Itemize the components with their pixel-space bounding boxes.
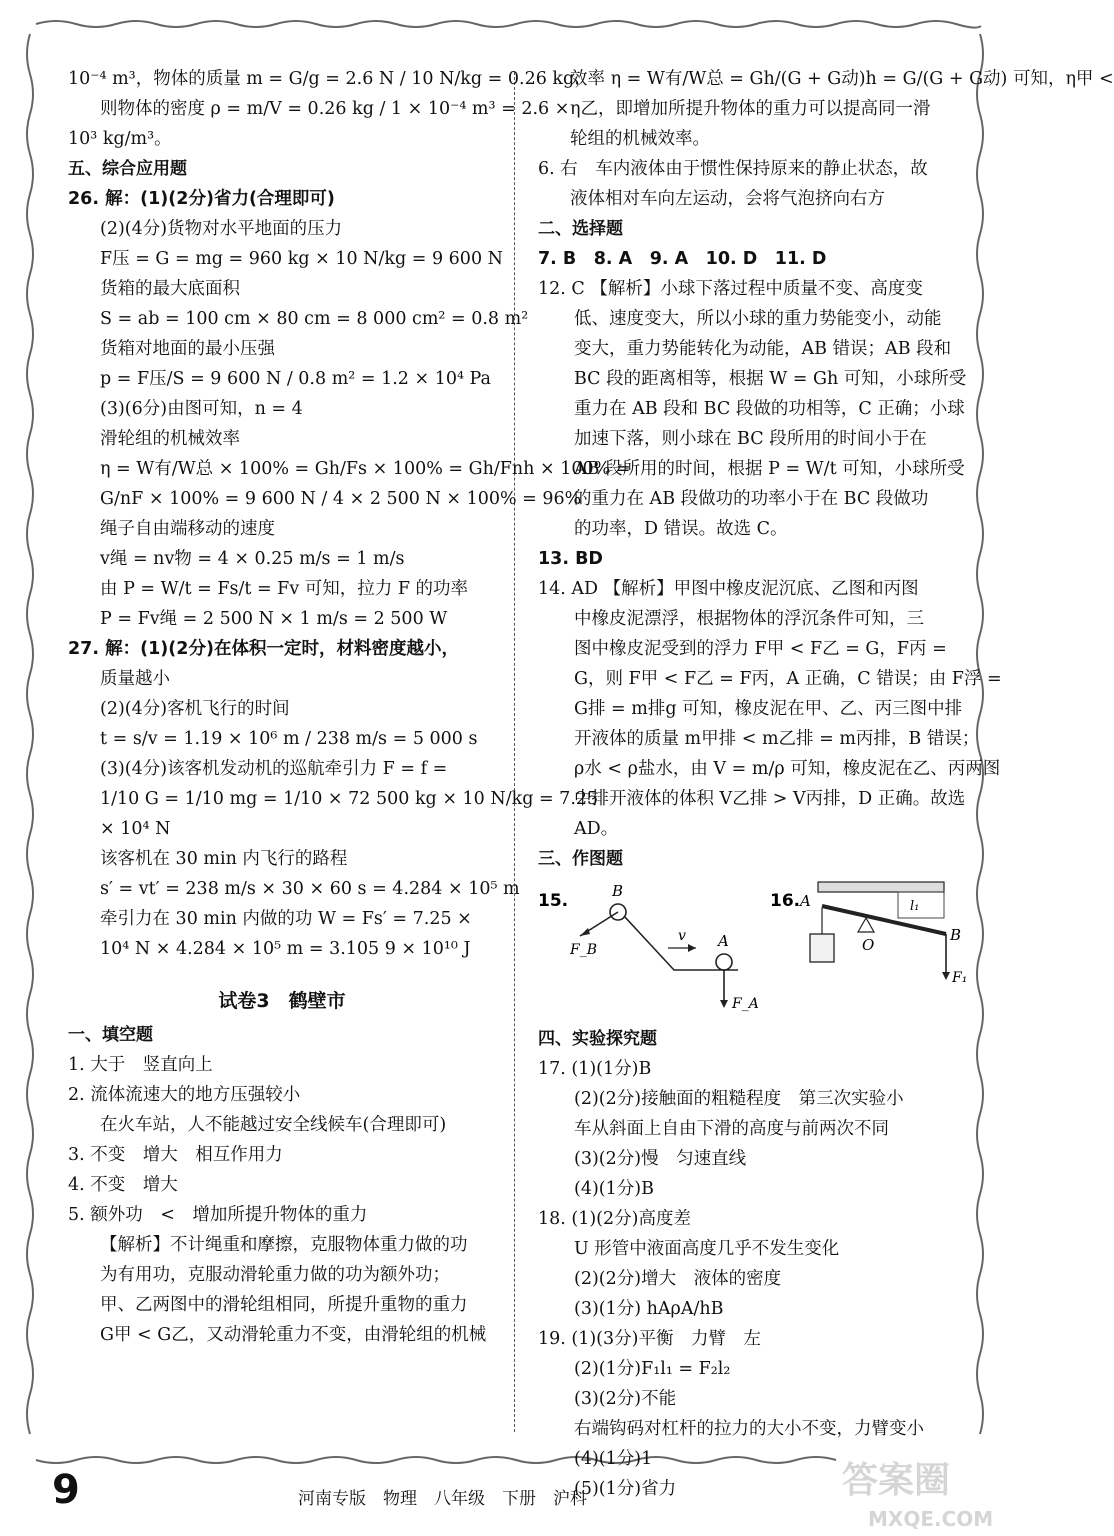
label-v: v [678, 928, 686, 944]
text-line: ρ水 < ρ盐水，由 V = m/ρ 可知，橡皮泥在乙、丙两图 [574, 759, 1001, 779]
text-line: t = s/v = 1.19 × 10⁶ m / 238 m/s = 5 000 s [100, 729, 478, 749]
text-line: (2)(2分)增大 液体的密度 [574, 1269, 782, 1289]
answer-3: 3. 不变 增大 相互作用力 [68, 1145, 283, 1165]
hanging-weight [810, 934, 834, 962]
question-27: 27. 解：(1)(2分)在体积一定时，材料密度越小， [68, 639, 459, 659]
text-line: 10⁴ N × 4.284 × 10⁵ m = 3.105 9 × 10¹⁰ J [100, 939, 471, 959]
text-line: 车从斜面上自由下滑的高度与前两次不同 [574, 1119, 889, 1139]
label-fb: F_B [570, 942, 598, 958]
text-line: 轮组的机械效率。 [570, 129, 710, 149]
answer-5: 5. 额外功 < 增加所提升物体的重力 [68, 1205, 368, 1225]
text-line: 货箱对地面的最小压强 [100, 339, 275, 359]
label-a: A [800, 892, 811, 910]
text-line: 绳子自由端移动的速度 [100, 519, 275, 539]
right-column [538, 64, 1114, 1504]
text-line: (5)(1分)省力 [574, 1479, 677, 1499]
section-heading: 三、作图题 [538, 849, 623, 869]
text-line: 为有用功，克服动滑轮重力做的功为额外功； [100, 1265, 450, 1285]
question-26: 26. 解：(1)(2分)省力(合理即可) [68, 189, 335, 209]
text-line: 图中橡皮泥受到的浮力 F甲 < F乙 = G，F丙 = [574, 639, 947, 659]
figure-16-number: 16. [770, 891, 801, 911]
figure-16 [770, 874, 970, 1024]
text-line: AD。 [574, 819, 619, 839]
watermark-text: 答案圈 [842, 1460, 951, 1501]
answer-19: 19. (1)(3分)平衡 力臂 左 [538, 1329, 761, 1349]
text-line: 牵引力在 30 min 内做的功 W = Fs′ = 7.25 × [100, 909, 472, 929]
ceiling-support [818, 882, 944, 892]
section-heading: 五、综合应用题 [68, 159, 187, 179]
arrow-head [720, 1000, 728, 1008]
text-line: (2)(4分)货物对水平地面的压力 [100, 219, 343, 239]
text-line: 开液体的质量 m甲排 < m乙排 = m丙排，B 错误； [574, 729, 980, 749]
arrow-head [580, 928, 590, 936]
arrow-head [942, 972, 950, 980]
answer-18: 18. (1)(2分)高度差 [538, 1209, 691, 1229]
label-b: B [950, 926, 962, 944]
answers-7-11: 7. B 8. A 9. A 10. D 11. D [538, 249, 827, 269]
text-line: 由 P = W/t = Fs/t = Fv 可知，拉力 F 的功率 [100, 579, 469, 599]
text-line: 加速下落，则小球在 BC 段所用的时间小于在 [574, 429, 927, 449]
text-line: (2)(4分)客机飞行的时间 [100, 699, 290, 719]
label-l1: l₁ [910, 899, 920, 914]
ball-a [716, 954, 732, 970]
fulcrum [858, 918, 874, 932]
text-line: 中排开液体的体积 V乙排 > V丙排，D 正确。故选 [574, 789, 966, 809]
text-line: (3)(1分) hAρA/hB [574, 1299, 724, 1319]
text-line: p = F压/S = 9 600 N / 0.8 m² = 1.2 × 10⁴ Pa [100, 369, 491, 389]
column-divider [514, 72, 515, 1432]
label-b: B [612, 882, 624, 900]
text-line: G排 = m排g 可知，橡皮泥在甲、乙、丙三图中排 [574, 699, 963, 719]
text-line: 滑轮组的机械效率 [100, 429, 240, 449]
book-info: 河南专版 物理 八年级 下册 沪科 [298, 1489, 587, 1509]
text-line: 的功率，D 错误。故选 C。 [574, 519, 788, 539]
paper-title: 试卷3 鹤壁市 [218, 990, 346, 1012]
text-line: P = Fv绳 = 2 500 N × 1 m/s = 2 500 W [100, 609, 448, 629]
section-heading: 四、实验探究题 [538, 1029, 657, 1049]
arrow-head [688, 944, 696, 952]
text-line: s′ = vt′ = 238 m/s × 30 × 60 s = 4.284 × 10⁵ m [100, 879, 520, 899]
lever-arm-box [898, 892, 944, 918]
text-line: (2)(2分)接触面的粗糙程度 第三次实验小 [574, 1089, 904, 1109]
answer-14: 14. AD 【解析】甲图中橡皮泥沉底、乙图和丙图 [538, 579, 919, 599]
section-heading: 一、填空题 [68, 1025, 153, 1045]
text-line: 效率 η = W有/W总 = Gh/(G + G动)h = G/(G + G动) 可知，η甲 < [570, 69, 1114, 89]
answer-1: 1. 大于 竖直向上 [68, 1055, 213, 1075]
figure-15-number: 15. [538, 891, 569, 911]
lever [822, 906, 946, 934]
text-line: BC 段的距离相等，根据 W = Gh 可知，小球所受 [574, 369, 967, 389]
text-line: (3)(4分)该客机发动机的巡航牵引力 F = f = [100, 759, 448, 779]
figures-row [538, 874, 970, 1024]
page-number: 9 [52, 1467, 80, 1513]
text-line: 右端钩码对杠杆的拉力的大小不变，力臂变小 [574, 1419, 924, 1439]
text-line: (3)(2分)慢 匀速直线 [574, 1149, 747, 1169]
text-line: 的重力在 AB 段做功的功率小于在 BC 段做功 [574, 489, 929, 509]
figure-15 [538, 874, 759, 1024]
label-fa: F_A [732, 996, 759, 1012]
text-line: 则物体的密度 ρ = m/V = 0.26 kg / 1 × 10⁻⁴ m³ = 2.6 × [100, 99, 570, 119]
watermark-logo [838, 1448, 994, 1532]
text-line: U 形管中液面高度几乎不发生变化 [574, 1239, 840, 1259]
answer-6: 6. 右 车内液体由于惯性保持原来的静止状态，故 [538, 159, 928, 179]
text-line: 质量越小 [100, 669, 170, 689]
answer-2: 2. 流体流速大的地方压强较小 [68, 1085, 301, 1105]
label-a: A [718, 932, 729, 950]
text-line: 在火车站，人不能越过安全线候车(合理即可) [100, 1115, 447, 1135]
text-line: v绳 = nv物 = 4 × 0.25 m/s = 1 m/s [100, 549, 405, 569]
text-line: 低、速度变大，所以小球的重力势能变小，动能 [574, 309, 942, 329]
text-line: × 10⁴ N [100, 819, 171, 839]
text-line: (3)(2分)不能 [574, 1389, 677, 1409]
analysis-line: 【解析】不计绳重和摩擦，克服物体重力做的功 [100, 1235, 468, 1255]
text-line: 1/10 G = 1/10 mg = 1/10 × 72 500 kg × 10 N/kg = 7.25 [100, 789, 599, 809]
text-line: (4)(1分)B [574, 1179, 654, 1199]
text-line: 该客机在 30 min 内飞行的路程 [100, 849, 348, 869]
label-o: O [862, 936, 875, 954]
text-line: 货箱的最大底面积 [100, 279, 240, 299]
text-line: 中橡皮泥漂浮，根据物体的浮沉条件可知，三 [574, 609, 924, 629]
label-f1: F₁ [952, 970, 968, 986]
text-line: η = W有/W总 × 100% = Gh/Fs × 100% = Gh/Fnh × 100% = [100, 459, 631, 479]
text-line: F压 = G = mg = 960 kg × 10 N/kg = 9 600 N [100, 249, 503, 269]
text-line: (4)(1分)1 [574, 1449, 653, 1469]
text-line: 10⁻⁴ m³，物体的质量 m = G/g = 2.6 N / 10 N/kg = 0.26 kg， [68, 69, 592, 89]
answer-12: 12. C 【解析】小球下落过程中质量不变、高度变 [538, 279, 923, 299]
text-line: AB 段所用的时间，根据 P = W/t 可知，小球所受 [574, 459, 965, 479]
answer-13: 13. BD [538, 549, 603, 569]
text-line: η乙，即增加所提升物体的重力可以提高同一滑 [570, 99, 931, 119]
text-line: G甲 < G乙，又动滑轮重力不变，由滑轮组的机械 [100, 1325, 487, 1345]
answer-4: 4. 不变 增大 [68, 1175, 178, 1195]
text-line: S = ab = 100 cm × 80 cm = 8 000 cm² = 0.8 m² [100, 309, 529, 329]
text-line: 甲、乙两图中的滑轮组相同，所提升重物的重力 [100, 1295, 468, 1315]
text-line: (2)(1分)F₁l₁ = F₂l₂ [574, 1359, 731, 1379]
section-heading: 二、选择题 [538, 219, 623, 239]
text-line: (3)(6分)由图可知，n = 4 [100, 399, 303, 419]
text-line: G/nF × 100% = 9 600 N / 4 × 2 500 N × 100% = 96% [100, 489, 582, 509]
text-line: 变大，重力势能转化为动能，AB 错误；AB 段和 [574, 339, 952, 359]
text-line: 10³ kg/m³。 [68, 129, 172, 149]
text-line: G，则 F甲 < F乙 = F丙，A 正确，C 错误；由 F浮 = [574, 669, 1002, 689]
text-line: 液体相对车向左运动，会将气泡挤向右方 [570, 189, 885, 209]
text-line: 重力在 AB 段和 BC 段做的功相等，C 正确；小球 [574, 399, 965, 419]
answer-17: 17. (1)(1分)B [538, 1059, 652, 1079]
watermark-url: MXQE.COM [868, 1507, 994, 1531]
